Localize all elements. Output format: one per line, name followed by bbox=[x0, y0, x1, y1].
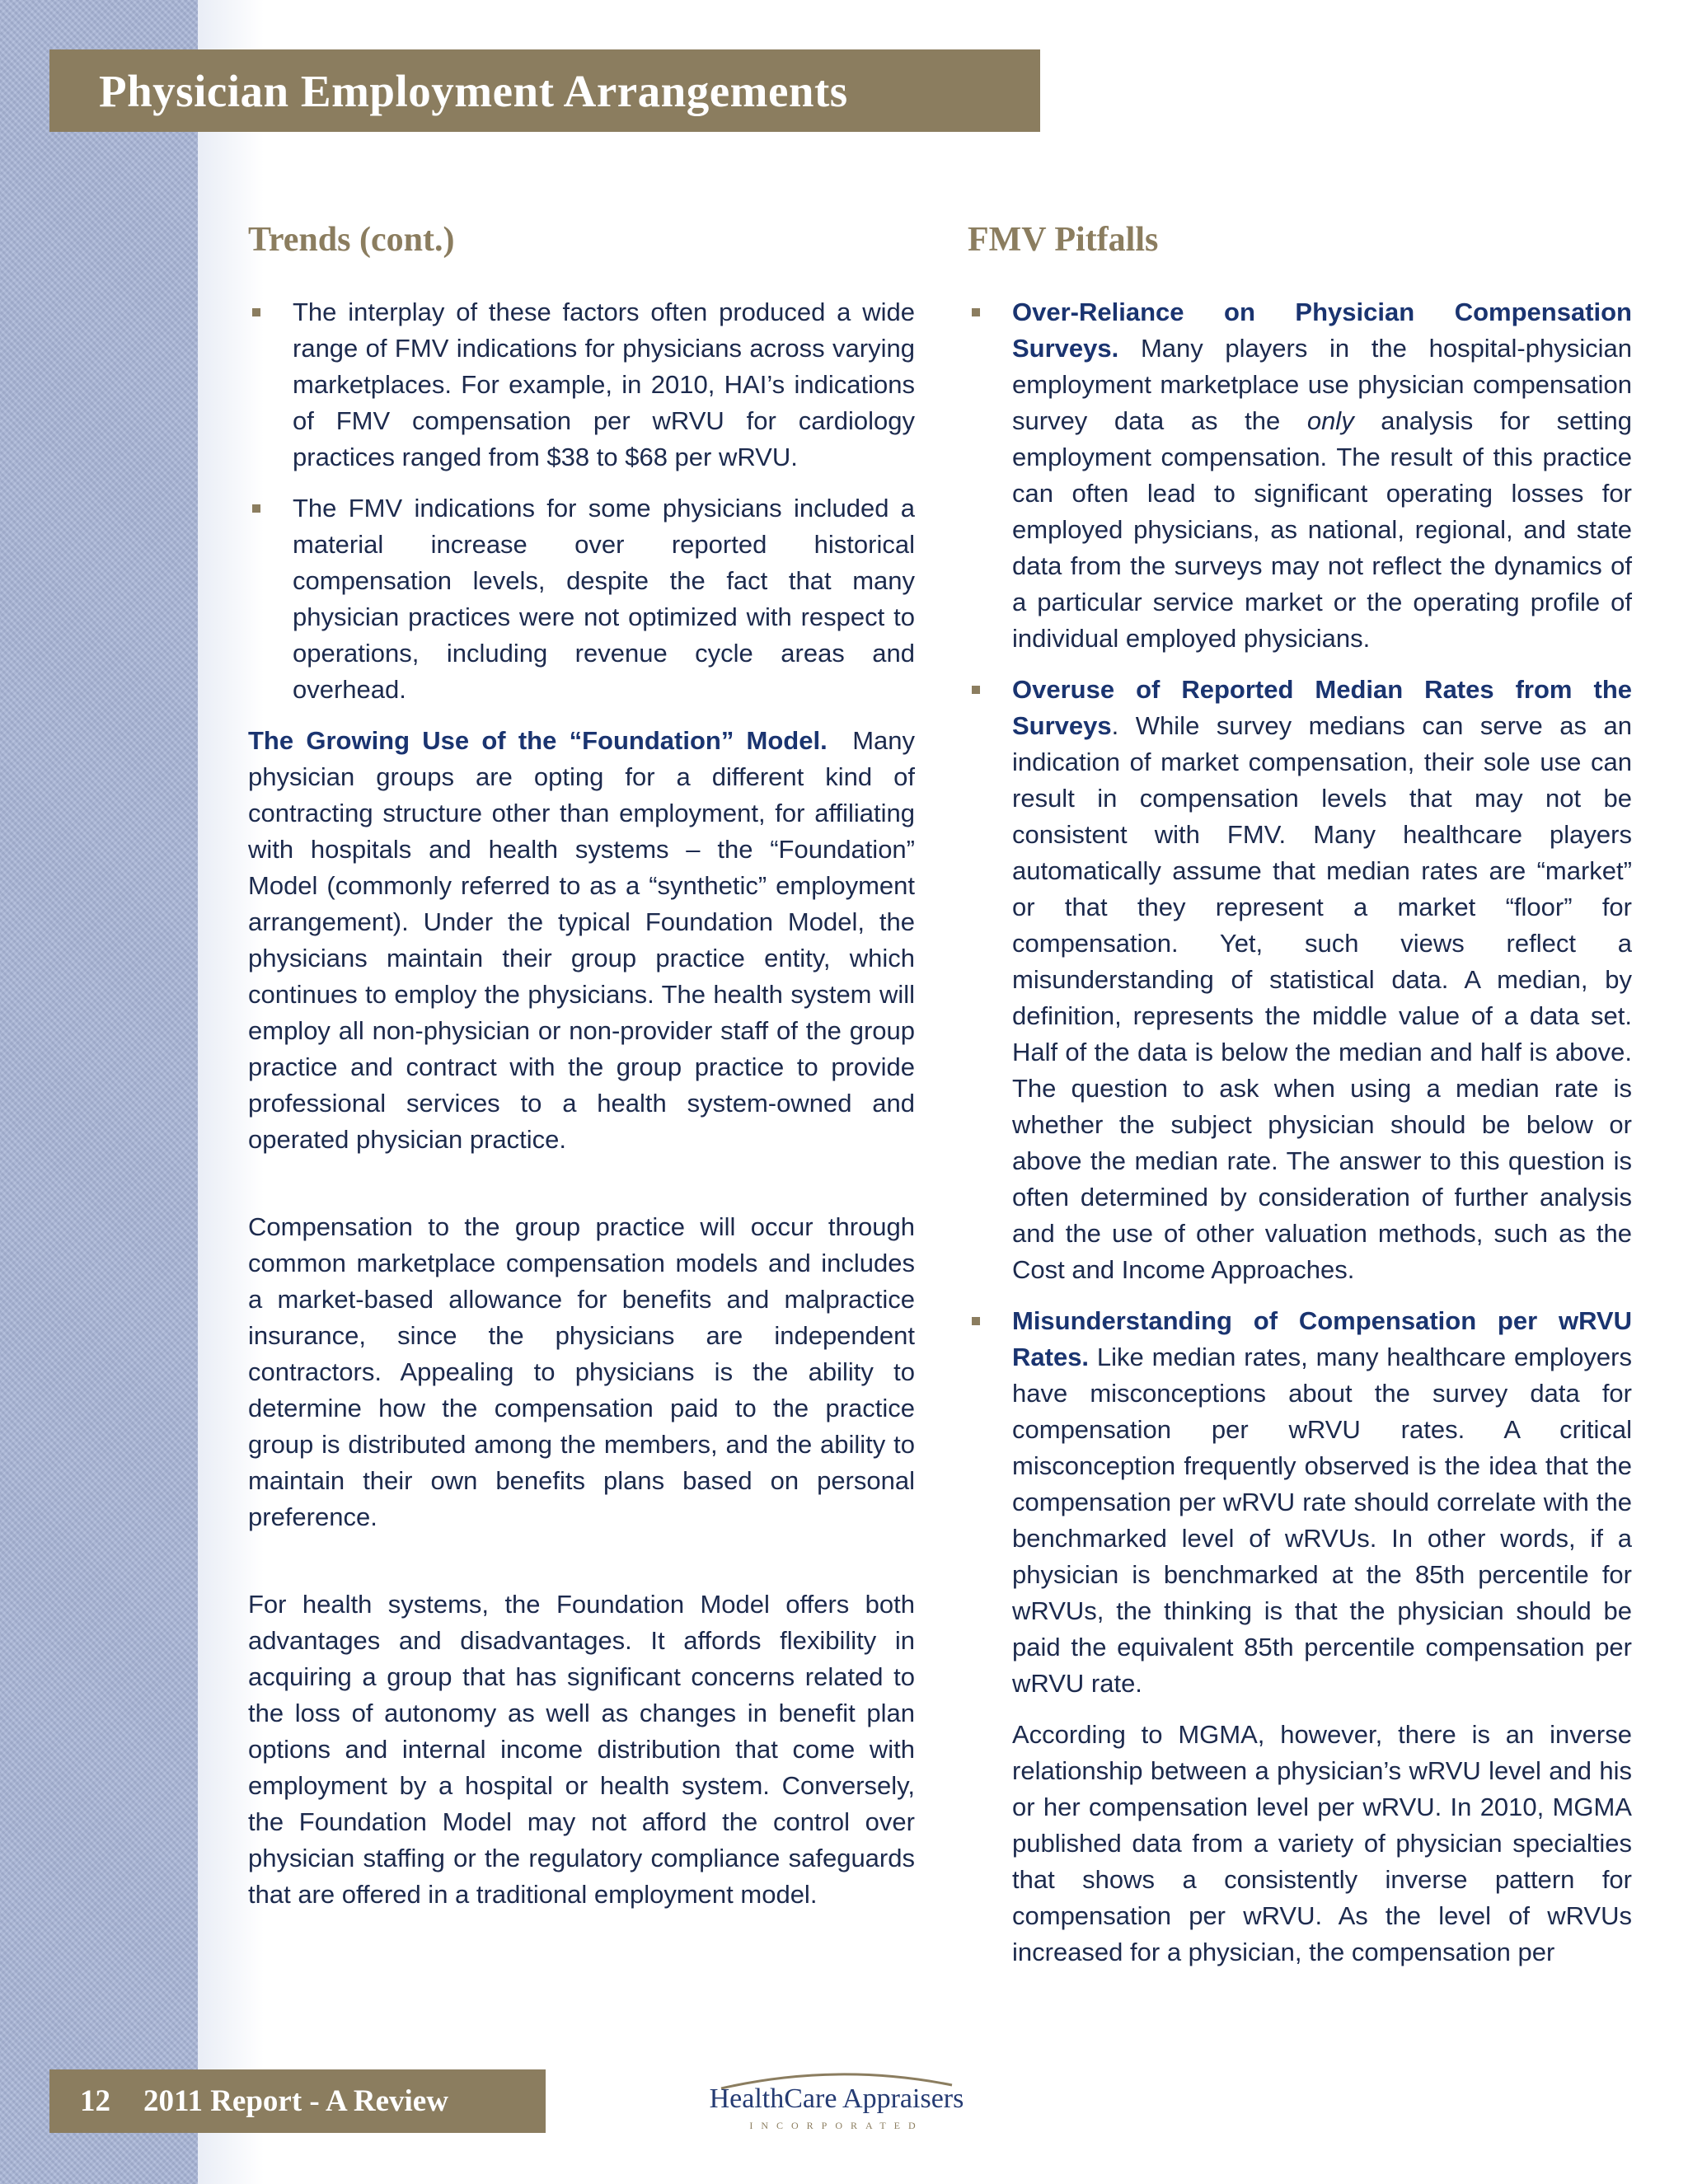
report-label: 2011 Report - A Review bbox=[143, 2084, 448, 2118]
list-item bbox=[968, 672, 1632, 1288]
list-item bbox=[248, 490, 915, 708]
footer-bar bbox=[49, 2069, 546, 2133]
health-systems-paragraph: For health systems, the Foundation Model offers both advantages and disadvantages. It affords flexibility in acquiring a group that has significant concerns related to the loss of autonomy as well as changes in benefit plan options and internal income distribution that come with employment by a hospital or health system. Conversely, the Foundation Model may not afford the control over physician staffing or the regulatory compliance safeguards that are offered in a traditional employment model. bbox=[248, 1590, 915, 1909]
side-texture-band bbox=[0, 0, 198, 2184]
square-bullet-icon bbox=[972, 686, 980, 694]
square-bullet-icon bbox=[972, 308, 980, 316]
pitfall-bullet-3: Misunderstanding of Compensation per wRVU Rates. Like median rates, many healthcare employers have misconceptions about the survey data for compensation per wRVU rates. A critical misconception frequently observed is the idea that the compensation per wRVU rate should correlate with the benchmarked level of wRVUs. In other words, if a physician is benchmarked at the 85th percentile for wRVUs, the thinking is that the physician should be paid the equivalent 85th percentile compensation per wRVU rate. bbox=[1012, 1306, 1632, 1698]
pitfall-1-lead: Over-Reliance on Physician Compensation Surveys. bbox=[1012, 298, 1632, 363]
list-item bbox=[968, 294, 1632, 657]
trends-heading: Trends (cont.) bbox=[248, 221, 455, 259]
logo-subtitle: INCORPORATED bbox=[749, 2120, 924, 2131]
fmv-pitfalls-heading: FMV Pitfalls bbox=[968, 221, 1159, 259]
foundation-lead: The Growing Use of the “Foundation” Model. bbox=[248, 726, 828, 755]
trends-bullet-2: The FMV indications for some physicians included a material increase over reported historical compensation levels, despite the fact that many physician practices were not optimized with respect to operations, including revenue cycle areas and overhead. bbox=[293, 494, 915, 704]
healthcare-appraisers-logo bbox=[684, 2069, 981, 2135]
page-title: Physician Employment Arrangements bbox=[99, 65, 848, 116]
list-item-continued bbox=[968, 1717, 1632, 1971]
pitfall-3-lead: Misunderstanding of Compensation per wRVU Rates. bbox=[1012, 1306, 1632, 1371]
mgma-paragraph: According to MGMA, however, there is an inverse relationship between a physician’s wRVU level and his or her compensation level per wRVU. In 2010, MGMA published data from a variety of physician specialties that shows a consistently inverse pattern for compensation per wRVU. As the level of wRVUs increased for a physician, the compensation per bbox=[1012, 1720, 1632, 1966]
square-bullet-icon bbox=[972, 1317, 980, 1325]
logo-name: HealthCare Appraisers bbox=[709, 2083, 964, 2114]
pitfall-bullet-1: Over-Reliance on Physician Compensation Surveys. Many players in the hospital-physician employment marketplace use physician compensation survey data as the only analysis for setting employment compensation. The result of this practice can often lead to significant operating losses for employed physicians, as national, regional, and state data from the surveys may not reflect the dynamics of a particular service market or the operating profile of individual employed physicians. bbox=[1012, 298, 1632, 653]
foundation-paragraph bbox=[248, 723, 915, 1158]
square-bullet-icon bbox=[252, 308, 260, 316]
right-column bbox=[968, 210, 1632, 1985]
left-column bbox=[248, 210, 915, 1928]
foundation-text: Many physician groups are opting for a different kind of contracting structure other than employment, for affiliating with hospitals and health systems – the “Foundation” Model (commonly referred to as a “synthetic” employment arrangement). Under the typical Foundation Model, the physicians maintain their group practice entity, which continues to employ the physicians. The health system will employ all non-physician or non-provider staff of the group practice and contract with the group practice to provide professional services to a health system-owned and operated physician practice. bbox=[248, 726, 915, 1154]
page-number: 12 bbox=[80, 2084, 110, 2118]
trends-bullet-1: The interplay of these factors often produced a wide range of FMV indications for physicians across varying marketplaces. For example, in 2010, HAI’s indications of FMV compensation per wRVU for cardiology practices ranged from $38 to $68 per wRVU. bbox=[293, 298, 915, 471]
pitfall-bullet-2: Overuse of Reported Median Rates from the Surveys. While survey medians can serve as an indication of market compensation, their sole use can result in compensation levels that may not be consistent with FMV. Many healthcare players automatically assume that median rates are “market” or that they represent a market “floor” for compensation. Yet, such views reflect a misunderstanding of statistical data. A median, by definition, represents the middle value of a data set. Half of the data is below the median and half is above. The question to ask when using a median rate is whether the subject physician should be below or above the median rate. The answer to this question is often determined by consideration of further analysis and the use of other valuation methods, such as the Cost and Income Approaches. bbox=[1012, 675, 1632, 1284]
pitfall-2-lead: Overuse of Reported Median Rates from the Surveys bbox=[1012, 675, 1632, 740]
page-title-bar bbox=[49, 49, 1040, 132]
list-item bbox=[248, 294, 915, 476]
compensation-paragraph: Compensation to the group practice will occur through common marketplace compensation models and includes a market-based allowance for benefits and malpractice insurance, since the physicians are independent contractors. Appealing to physicians is the ability to determine how the compensation paid to the practice group is distributed among the members, and the ability to maintain their own benefits plans based on personal preference. bbox=[248, 1212, 915, 1531]
list-item bbox=[968, 1303, 1632, 1702]
square-bullet-icon bbox=[252, 504, 260, 513]
